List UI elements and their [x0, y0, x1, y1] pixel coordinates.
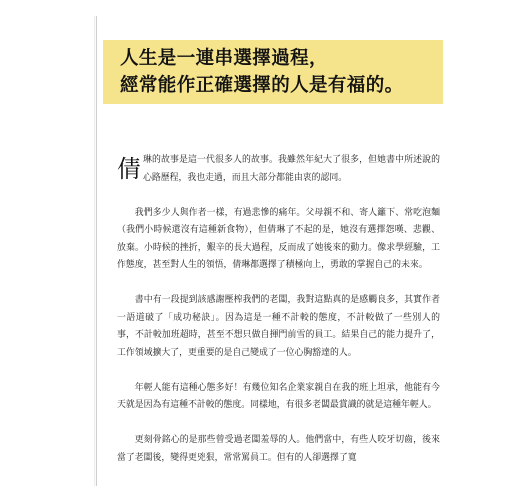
article-body — [117, 152, 440, 485]
paragraph-5: 更刻骨銘心的是那些曾受過老闆羞辱的人。他們當中，有些人咬牙切齒，後來當了老闆後，變得更兇狠，常常罵員工。但有的人卻選擇了寬 — [117, 435, 440, 463]
paragraph-2: 我們多少人與作者一樣，有過悲慘的痛年。父母親不和、寄人籬下、常吃泡麵（我們小時候還沒有這種新食物），但倩琳了不起的是，她沒有選擇怨嘆、悲觀、放棄。小時候的挫折，艱辛的長大過程，反而成了她後來的動力。像求學經驗，工作態度，甚至對人生的領悟，倩琳都選擇了積極向上，勇敢的掌握自己的未來。 — [117, 207, 440, 270]
headline-line-1: 人生是一連串選擇過程， — [120, 48, 328, 69]
paragraph-1-text: 琳的故事是這一代很多人的故事。我雖然年紀大了很多，但她書中所述說的心路歷程，我也走過，而且大部分都能由衷的認同。 — [143, 155, 440, 183]
drop-cap: 倩 — [117, 155, 141, 183]
paragraph-4: 年輕人能有這種心態多好！有幾位知名企業家親自在我的班上坦承，他能有今天就是因為有這種不計較的態度。同樣地，有很多老闆最賞識的就是這種年輕人。 — [117, 382, 440, 410]
paragraph-1 — [117, 152, 440, 187]
paragraph-3: 書中有一段提到該感謝壓榨我們的老闆，我對這點真的是感觸良多，其實作者一語道破了「成功秘訣」。因為這是一種不計較的態度，不計較做了一些別人的事，不計較加班超時，甚至不想只做自揮門前雪的員工。結果自己的能力提升了，工作領域擴大了，更重要的是自己變成了一位心胸豁達的人。 — [117, 295, 440, 358]
headline-highlight — [103, 40, 443, 104]
page-border — [96, 16, 97, 486]
headline-line-2: 經常能作正確選擇的人是有福的。 — [120, 75, 404, 96]
